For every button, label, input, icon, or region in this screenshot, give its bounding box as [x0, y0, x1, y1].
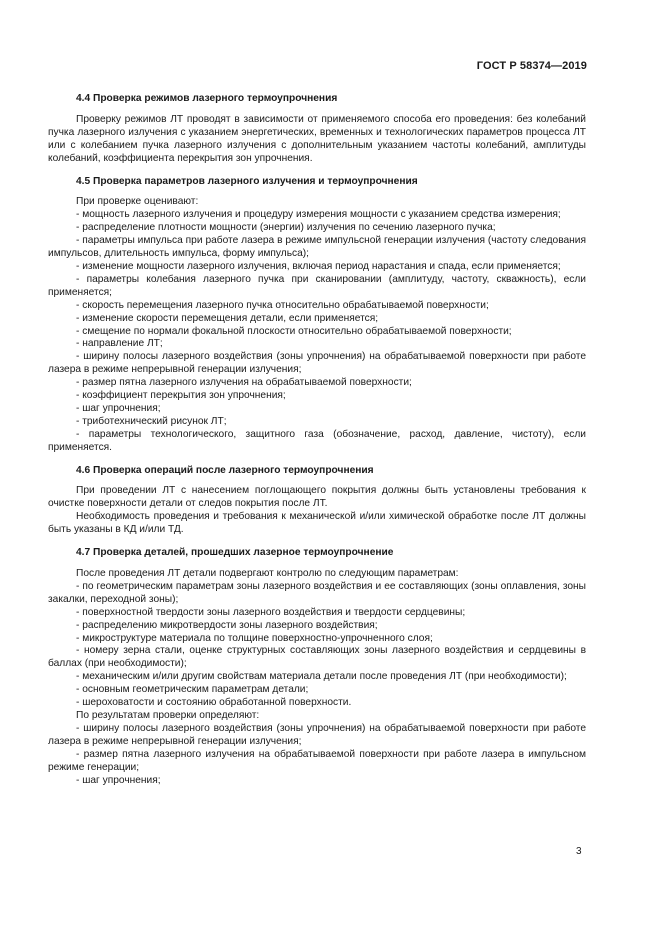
list-item: - мощность лазерного излучения и процедуру измерения мощности с указанием средства измерения;	[76, 209, 561, 221]
section-title: 4.5 Проверка параметров лазерного излучения и термоупрочнения	[76, 175, 418, 187]
list-item: - коэффициент перекрытия зон упрочнения;	[76, 390, 286, 402]
paragraph: При проверке оценивают:	[76, 196, 199, 208]
list-item: - номеру зерна стали, оценке структурных составляющих зоны лазерного воздействия и сердцевины в баллах (при необходимости);	[48, 645, 586, 670]
list-item: - шаг упрочнения;	[76, 402, 161, 414]
list-item: - размер пятна лазерного излучения на обрабатываемой поверхности;	[76, 377, 412, 389]
list-item: - параметры колебания лазерного пучка при сканировании (амплитуду, частоту, скважность), если применяется;	[48, 273, 586, 298]
list-item: - по геометрическим параметрам зоны лазерного воздействия и ее составляющих (зоны оплавления, зоны закалки, переходной зоны);	[48, 580, 586, 605]
list-item: - шаг упрочнения;	[76, 774, 161, 786]
section-title: 4.4 Проверка режимов лазерного термоупрочнения	[76, 93, 338, 104]
list-item: - параметры технологического, защитного газа (обозначение, расход, давление, чистоту), если применяется.	[48, 428, 586, 453]
paragraph: Проверку режимов ЛТ проводят в зависимости от применяемого способа его проведения: без колебаний пучка лазерного излучения с указанием энергетических, временных и технологических параметров процесса ЛТ или с колебанием пучка лазерного излучения с дополнительным указанием частоты колебаний, амплитуды колебаний, коэффициента перекрытия зон упрочнения.	[48, 113, 586, 164]
document-header: ГОСТ Р 58374—2019	[476, 60, 587, 72]
list-item: - распределению микротвердости зоны лазерного воздействия;	[76, 619, 378, 631]
list-item: - распределение плотности мощности (энергии) излучения по сечению лазерного пучка;	[76, 222, 496, 234]
list-item: - шероховатости и состоянию обработанной поверхности.	[76, 697, 352, 709]
paragraph: По результатам проверки определяют:	[76, 709, 260, 721]
list-item: - направление ЛТ;	[76, 338, 163, 350]
list-item: - ширину полосы лазерного воздействия (зоны упрочнения) на обрабатываемой поверхности при работе лазера в режиме непрерывной генерации излучения;	[48, 722, 586, 747]
list-item: - микроструктуре материала по толщине поверхностно-упрочненного слоя;	[76, 632, 433, 644]
document-body	[48, 93, 586, 797]
list-item: - размер пятна лазерного излучения на обрабатываемой поверхности при работе лазера в импульсном режиме генерации;	[48, 748, 586, 773]
list-item: - ширину полосы лазерного воздействия (зоны упрочнения) на обрабатываемой поверхности при работе лазера в режиме непрерывной генерации излучения;	[48, 351, 586, 376]
list-item: - изменение скорости перемещения детали, если применяется;	[76, 312, 379, 324]
paragraph: Необходимость проведения и требования к механической и/или химической обработке после ЛТ должны быть указаны в КД и/или ТД.	[48, 511, 586, 536]
section-4-4	[48, 93, 586, 166]
section-title: 4.6 Проверка операций после лазерного термоупрочнения	[76, 464, 374, 476]
list-item: - скорость перемещения лазерного пучка относительно обрабатываемой поверхности;	[76, 299, 489, 311]
list-item: - механическим и/или другим свойствам материала детали после проведения ЛТ (при необходимости);	[76, 671, 567, 683]
section-4-5	[48, 176, 586, 455]
paragraph: При проведении ЛТ с нанесением поглощающего покрытия должны быть установлены требования к очистке поверхности детали от следов покрытия после ЛТ.	[48, 485, 586, 510]
list-item: - параметры импульса при работе лазера в режиме импульсной генерации излучения (частоту следования импульсов, длительность импульса, форму импульса);	[48, 235, 586, 260]
list-item: - смещение по нормали фокальной плоскости относительно обрабатываемой поверхности;	[76, 325, 512, 337]
paragraph: После проведения ЛТ детали подвергают контролю по следующим параметрам:	[76, 568, 459, 579]
list-item: - поверхностной твердости зоны лазерного воздействия и твердости сердцевины;	[76, 606, 466, 618]
section-4-6	[48, 465, 586, 538]
section-title: 4.7 Проверка деталей, прошедших лазерное термоупрочнение	[76, 547, 394, 559]
list-item: - триботехнический рисунок ЛТ;	[76, 415, 227, 427]
list-item: - основным геометрическим параметрам детали;	[76, 684, 309, 696]
section-4-7	[48, 547, 586, 787]
list-item: - изменение мощности лазерного излучения, включая период нарастания и спада, если применяется;	[76, 260, 561, 272]
page-number: 3	[576, 846, 582, 857]
